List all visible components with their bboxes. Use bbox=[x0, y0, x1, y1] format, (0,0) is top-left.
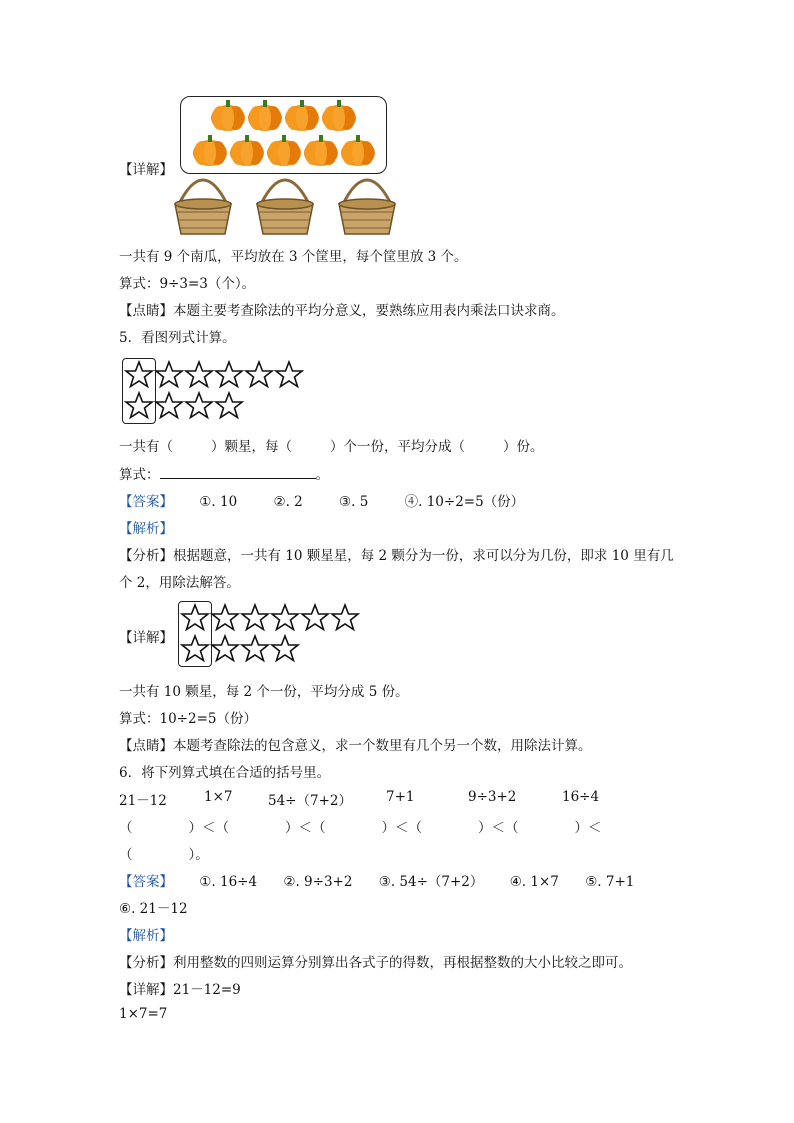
fill-c: ）个一份，平均分成（ bbox=[330, 439, 465, 455]
tip-line bbox=[119, 734, 592, 754]
answer-item: ①. 16÷4 bbox=[199, 874, 258, 890]
pumpkin bbox=[248, 100, 282, 131]
bracket-close: ） bbox=[574, 820, 588, 836]
answer-item: ④. 1×7 bbox=[509, 874, 559, 890]
formula-fill-line bbox=[119, 463, 329, 483]
answer-item: ①. 10 bbox=[199, 494, 238, 510]
star bbox=[272, 636, 298, 661]
pumpkin bbox=[267, 135, 301, 166]
bracket-close: ） bbox=[188, 820, 202, 836]
star bbox=[182, 636, 208, 661]
end-mark: 。 bbox=[195, 847, 209, 863]
fenxi-tag: 【分析】 bbox=[119, 548, 173, 564]
fill-d: ）份。 bbox=[503, 439, 544, 455]
stars-2 bbox=[178, 601, 378, 671]
bracket-close: ） bbox=[478, 820, 492, 836]
bracket-open: （ bbox=[505, 820, 519, 836]
answer-item-6: ⑥. 21－12 bbox=[119, 901, 188, 917]
answer-item: ②. 9÷3+2 bbox=[283, 874, 353, 890]
detail-formula: 算式：10÷2=5（份） bbox=[119, 711, 257, 727]
less-than: ＜ bbox=[395, 820, 409, 836]
question-6-title: 6．将下列算式填在合适的括号里。 bbox=[119, 765, 331, 781]
answer-tag: 【答案】 bbox=[119, 494, 173, 510]
answer-item: ④. 10÷2=5（份） bbox=[404, 494, 525, 510]
tip-text: 本题主要考查除法的平均分意义，要熟练应用表内乘法口诀求商。 bbox=[173, 303, 565, 319]
detail-tag: 【详解】 bbox=[119, 630, 173, 646]
star bbox=[302, 605, 328, 630]
expr-item: 7+1 bbox=[386, 789, 415, 805]
star bbox=[156, 393, 182, 418]
expr-item: 9÷3+2 bbox=[468, 789, 517, 805]
less-than: ＜ bbox=[202, 820, 216, 836]
pumpkin bbox=[285, 100, 319, 131]
fenxi-text: 利用整数的四则运算分别算出各式子的得数，再根据整数的大小比较之即可。 bbox=[173, 955, 632, 971]
detail-tag: 【详解】 bbox=[119, 162, 173, 178]
answer-tag: 【答案】 bbox=[119, 874, 173, 890]
tip-tag: 【点睛】 bbox=[119, 303, 173, 319]
fenxi-line bbox=[119, 544, 674, 564]
less-than: ＜ bbox=[491, 820, 505, 836]
bracket-close: ） bbox=[381, 820, 395, 836]
fill-line bbox=[119, 435, 544, 455]
star bbox=[156, 362, 182, 387]
fenxi-tag: 【分析】 bbox=[119, 955, 173, 971]
star bbox=[276, 362, 302, 387]
pumpkin bbox=[304, 135, 338, 166]
expr-item: 16÷4 bbox=[562, 789, 600, 805]
bracket-row bbox=[119, 816, 602, 836]
answer-line bbox=[119, 490, 524, 510]
pumpkin bbox=[341, 135, 375, 166]
basket bbox=[175, 180, 231, 234]
question-5-title: 5．看图列式计算。 bbox=[119, 330, 236, 346]
formula-blank[interactable] bbox=[160, 466, 316, 479]
star bbox=[242, 605, 268, 630]
detail-line: 一共有 10 颗星，每 2 个一份，平均分成 5 份。 bbox=[119, 684, 409, 700]
analysis-tag: 【解析】 bbox=[119, 521, 173, 537]
bracket-close: ） bbox=[188, 847, 196, 863]
expr-item: 21－12 bbox=[119, 793, 167, 809]
pumpkin bbox=[230, 135, 264, 166]
star bbox=[332, 605, 358, 630]
answer-item: ②. 2 bbox=[273, 494, 303, 510]
star bbox=[242, 636, 268, 661]
bracket-open: （ bbox=[119, 847, 133, 863]
star bbox=[212, 605, 238, 630]
answer-line bbox=[119, 870, 634, 890]
star bbox=[126, 393, 152, 418]
bracket-open: （ bbox=[215, 820, 229, 836]
star bbox=[246, 362, 272, 387]
fill-a: 一共有（ bbox=[119, 439, 173, 455]
bracket-open: （ bbox=[119, 820, 133, 836]
star bbox=[182, 605, 208, 630]
basket bbox=[257, 180, 313, 234]
less-than: ＜ bbox=[298, 820, 312, 836]
star bbox=[272, 605, 298, 630]
answer-item: ③. 54÷（7+2） bbox=[378, 874, 484, 890]
tip-tag: 【点睛】 bbox=[119, 738, 173, 754]
star bbox=[126, 362, 152, 387]
star bbox=[216, 393, 242, 418]
fenxi-line-2: 个 2，用除法解答。 bbox=[119, 575, 240, 591]
pumpkin-illustration bbox=[0, 0, 794, 240]
tip-line bbox=[119, 299, 565, 319]
less-than: ＜ bbox=[588, 820, 602, 836]
bracket-open: （ bbox=[408, 820, 422, 836]
stars-1 bbox=[122, 358, 322, 428]
pumpkin bbox=[211, 100, 245, 131]
detail-text: 21－12=9 bbox=[173, 982, 241, 998]
star bbox=[216, 362, 242, 387]
detail-tag: 【详解】 bbox=[119, 982, 173, 998]
analysis-tag: 【解析】 bbox=[119, 928, 173, 944]
fill-b: ）颗星，每（ bbox=[211, 439, 292, 455]
bracket-row-2 bbox=[119, 843, 209, 863]
bracket-open: （ bbox=[312, 820, 326, 836]
formula-end: 。 bbox=[315, 467, 329, 483]
answer-item: ⑤. 7+1 bbox=[585, 874, 635, 890]
expr-item: 1×7 bbox=[204, 789, 233, 805]
fenxi-text: 根据题意，一共有 10 颗星星，每 2 颗分为一份，求可以分为几份，即求 10 里有几 bbox=[173, 548, 674, 564]
star bbox=[186, 362, 212, 387]
basket bbox=[339, 180, 395, 234]
pumpkin bbox=[322, 100, 356, 131]
star bbox=[212, 636, 238, 661]
formula-label: 算式： bbox=[119, 467, 160, 483]
star bbox=[186, 393, 212, 418]
answer-item: ③. 5 bbox=[339, 494, 369, 510]
formula-line: 算式：9÷3=3（个）。 bbox=[119, 276, 256, 292]
fenxi-line bbox=[119, 951, 632, 971]
text-line: 一共有 9 个南瓜，平均放在 3 个筐里，每个筐里放 3 个。 bbox=[119, 249, 468, 265]
detail-line-2: 1×7=7 bbox=[119, 1006, 168, 1022]
detail-line bbox=[119, 978, 241, 998]
tip-text: 本题考查除法的包含意义，求一个数里有几个另一个数，用除法计算。 bbox=[173, 738, 592, 754]
expr-item: 54÷（7+2） bbox=[268, 793, 352, 809]
bracket-close: ） bbox=[285, 820, 299, 836]
pumpkin bbox=[193, 135, 227, 166]
